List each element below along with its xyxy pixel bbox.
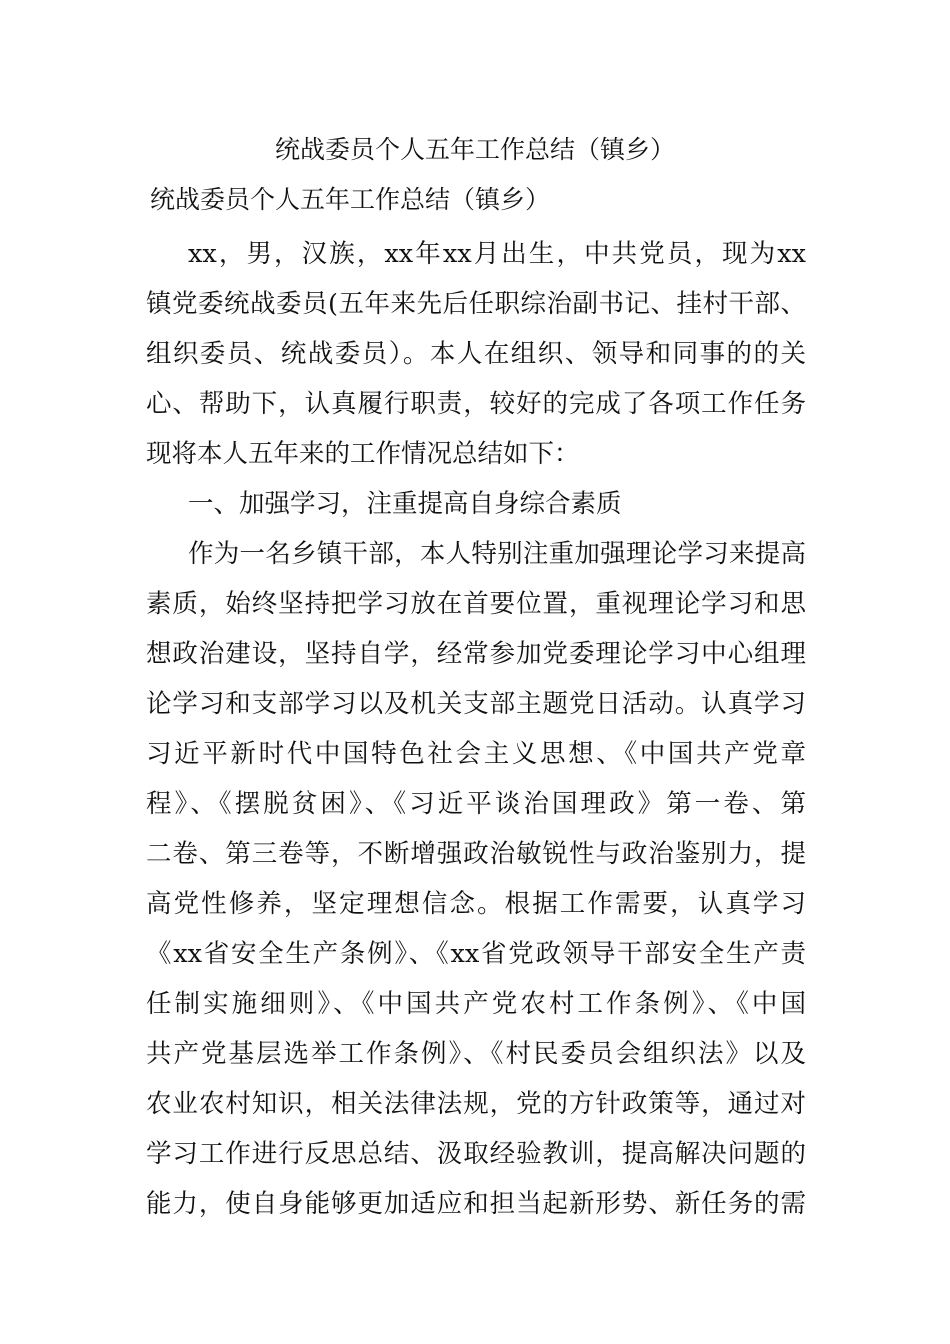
document-subtitle: 统战委员个人五年工作总结（镇乡） [150,185,551,214]
paragraph-line: 镇党委统战委员(五年来先后任职综治副书记、挂村干部、 [146,289,806,319]
paragraph-line: 学习工作进行反思总结、汲取经验教训，提高解决问题的 [146,1139,806,1169]
paragraph-line: 现将本人五年来的工作情况总结如下： [146,439,580,469]
paragraph-line: 论学习和支部学习以及机关支部主题党日活动。认真学习 [146,689,806,719]
paragraph-line: 高党性修养，坚定理想信念。根据工作需要，认真学习 [146,889,806,919]
paragraph-line: 任制实施细则》、《中国共产党农村工作条例》、《中国 [146,989,806,1019]
paragraph-line: 农业农村知识，相关法律法规，党的方针政策等，通过对 [146,1089,806,1119]
paragraph-line: 作为一名乡镇干部，本人特别注重加强理论学习来提高 [188,539,806,569]
section-heading: 一、加强学习，注重提高自身综合素质 [188,489,622,519]
paragraph-line: 《xx省安全生产条例》、《xx省党政领导干部安全生产责 [146,939,806,969]
paragraph-line: 习近平新时代中国特色社会主义思想、《中国共产党章 [146,739,806,769]
paragraph-line: 二卷、第三卷等，不断增强政治敏锐性与政治鉴别力，提 [146,839,806,869]
document-title: 统战委员个人五年工作总结（镇乡） [274,135,675,164]
paragraph-line: 素质，始终坚持把学习放在首要位置，重视理论学习和思 [146,589,806,619]
paragraph-line: 想政治建设，坚持自学，经常参加党委理论学习中心组理 [146,639,806,669]
paragraph-line: xx，男，汉族，xx年xx月出生，中共党员，现为xx [188,239,806,269]
paragraph-line: 能力，使自身能够更加适应和担当起新形势、新任务的需 [146,1189,806,1219]
paragraph-line: 组织委员、统战委员）。本人在组织、领导和同事的的关 [146,339,806,369]
paragraph-line: 共产党基层选举工作条例》、《村民委员会组织法》以及 [146,1039,806,1069]
paragraph-line: 程》、《摆脱贫困》、《习近平谈治国理政》第一卷、第 [146,789,806,819]
paragraph-line: 心、帮助下，认真履行职责，较好的完成了各项工作任务 [146,389,806,419]
